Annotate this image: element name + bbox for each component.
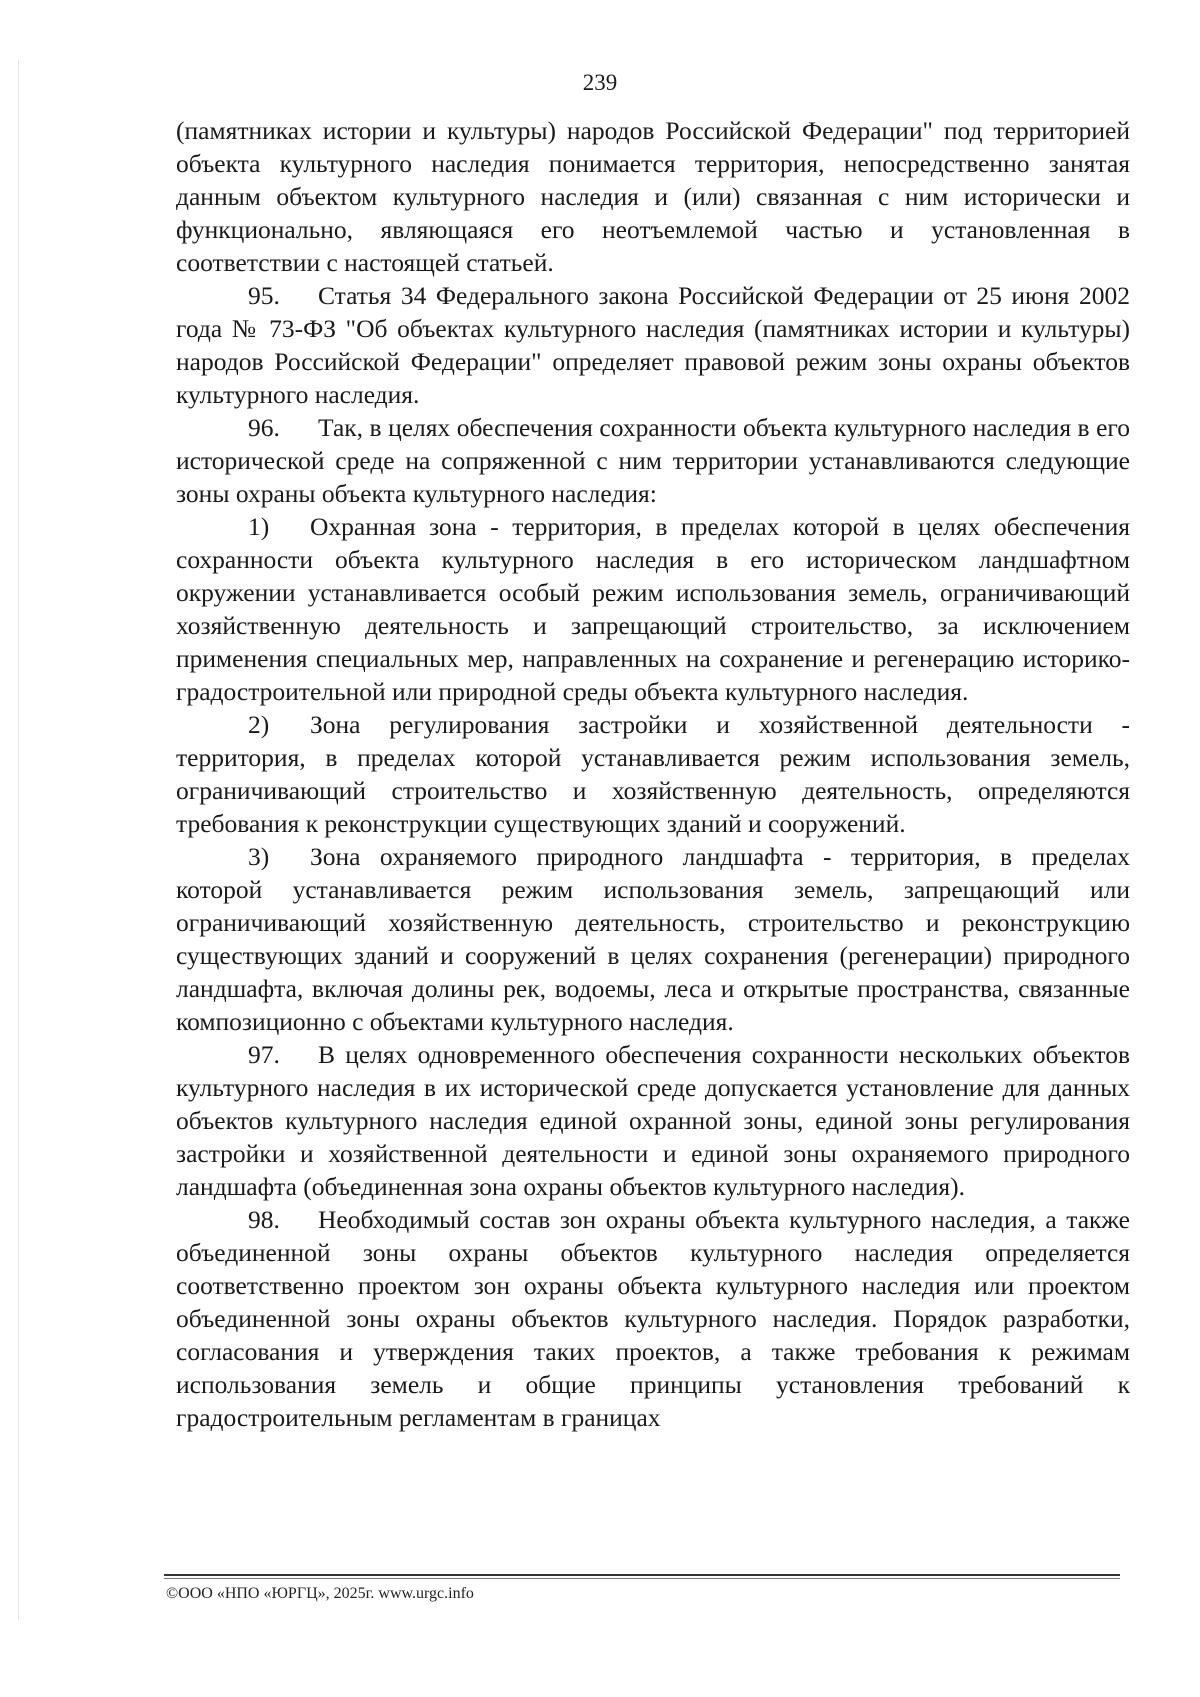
paragraph-number: 98. — [248, 1205, 280, 1234]
paragraph-97 — [176, 1038, 1130, 1203]
list-item-number: 3) — [248, 842, 270, 871]
list-item-3 — [176, 840, 1130, 1038]
paragraph-text: Статья 34 Федерального закона Российской Федерации от 25 июня 2002 года № 73-ФЗ "Об объектах культурного наследия (памятниках истории и культуры) народов Российской Федерации" определяет правовой режим зоны охраны объектов культурного наследия. — [176, 281, 1130, 409]
list-item-number: 1) — [248, 512, 270, 541]
paragraph-98 — [176, 1203, 1130, 1434]
paragraph-96 — [176, 411, 1130, 510]
footer-copyright: ©ООО «НПО «ЮРГЦ», 2025г. www.urgc.info — [166, 1585, 474, 1602]
paragraph-text: Необходимый состав зон охраны объекта культурного наследия, а также объединенной зоны охраны объектов культурного наследия определяется соответственно проектом зон охраны объекта культурного наследия или проектом объединенной зоны охраны объектов культурного наследия. Порядок разработки, согласования и утверждения таких проектов, а также требования к режимам использования земель и общие принципы установления требований к градостроительным регламентам в границах — [176, 1205, 1130, 1432]
paragraph-text: В целях одновременного обеспечения сохранности нескольких объектов культурного наследия в их исторической среде допускается установление для данных объектов культурного наследия единой охранной зоны, единой зоны регулирования застройки и хозяйственной деятельности и единой зоны охраняемого природного ландшафта (объединенная зона охраны объектов культурного наследия). — [176, 1040, 1130, 1201]
paragraph-number: 97. — [248, 1040, 280, 1069]
paragraph-number: 96. — [248, 413, 280, 442]
footer-divider-thin — [164, 1578, 1120, 1579]
footer-divider — [164, 1574, 1120, 1576]
list-item-1 — [176, 510, 1130, 708]
scan-edge-line — [18, 60, 19, 1620]
list-item-text: Зона охраняемого природного ландшафта - территория, в пределах которой устанавливается режим использования земель, запрещающий или ограничивающий хозяйственную деятельность, строительство и реконструкцию существующих зданий и сооружений в целях сохранения (регенерации) природного ландшафта, включая долины рек, водоемы, леса и открытые пространства, связанные композиционно с объектами культурного наследия. — [176, 842, 1130, 1036]
page-number: 239 — [582, 70, 618, 95]
list-item-2 — [176, 708, 1130, 840]
list-item-text: Охранная зона - территория, в пределах которой в целях обеспечения сохранности объекта культурного наследия в его историческом ландшафтном окружении устанавливается особый режим использования земель, ограничивающий хозяйственную деятельность и запрещающий строительство, за исключением применения специальных мер, направленных на сохранение и регенерацию историко-градостроительной или природной среды объекта культурного наследия. — [176, 512, 1130, 706]
list-item-number: 2) — [248, 710, 270, 739]
paragraph-95 — [176, 279, 1130, 411]
paragraph-continuation: (памятниках истории и культуры) народов Российской Федерации" под территорией объекта культурного наследия понимается территория, непосредственно занятая данным объектом культурного наследия и (или) связанная с ним исторически и функционально, являющаяся его неотъемлемой частью и установленная в соответствии с настоящей статьей. — [176, 116, 1130, 277]
list-item-text: Зона регулирования застройки и хозяйственной деятельности - территория, в пределах которой устанавливается режим использования земель, ограничивающий строительство и хозяйственную деятельность, определяются требования к реконструкции существующих зданий и сооружений. — [176, 710, 1130, 838]
document-body — [176, 114, 1130, 1434]
paragraph-text: Так, в целях обеспечения сохранности объекта культурного наследия в его исторической среде на сопряженной с ним территории устанавливаются следующие зоны охраны объекта культурного наследия: — [176, 413, 1130, 508]
paragraph-number: 95. — [248, 281, 280, 310]
